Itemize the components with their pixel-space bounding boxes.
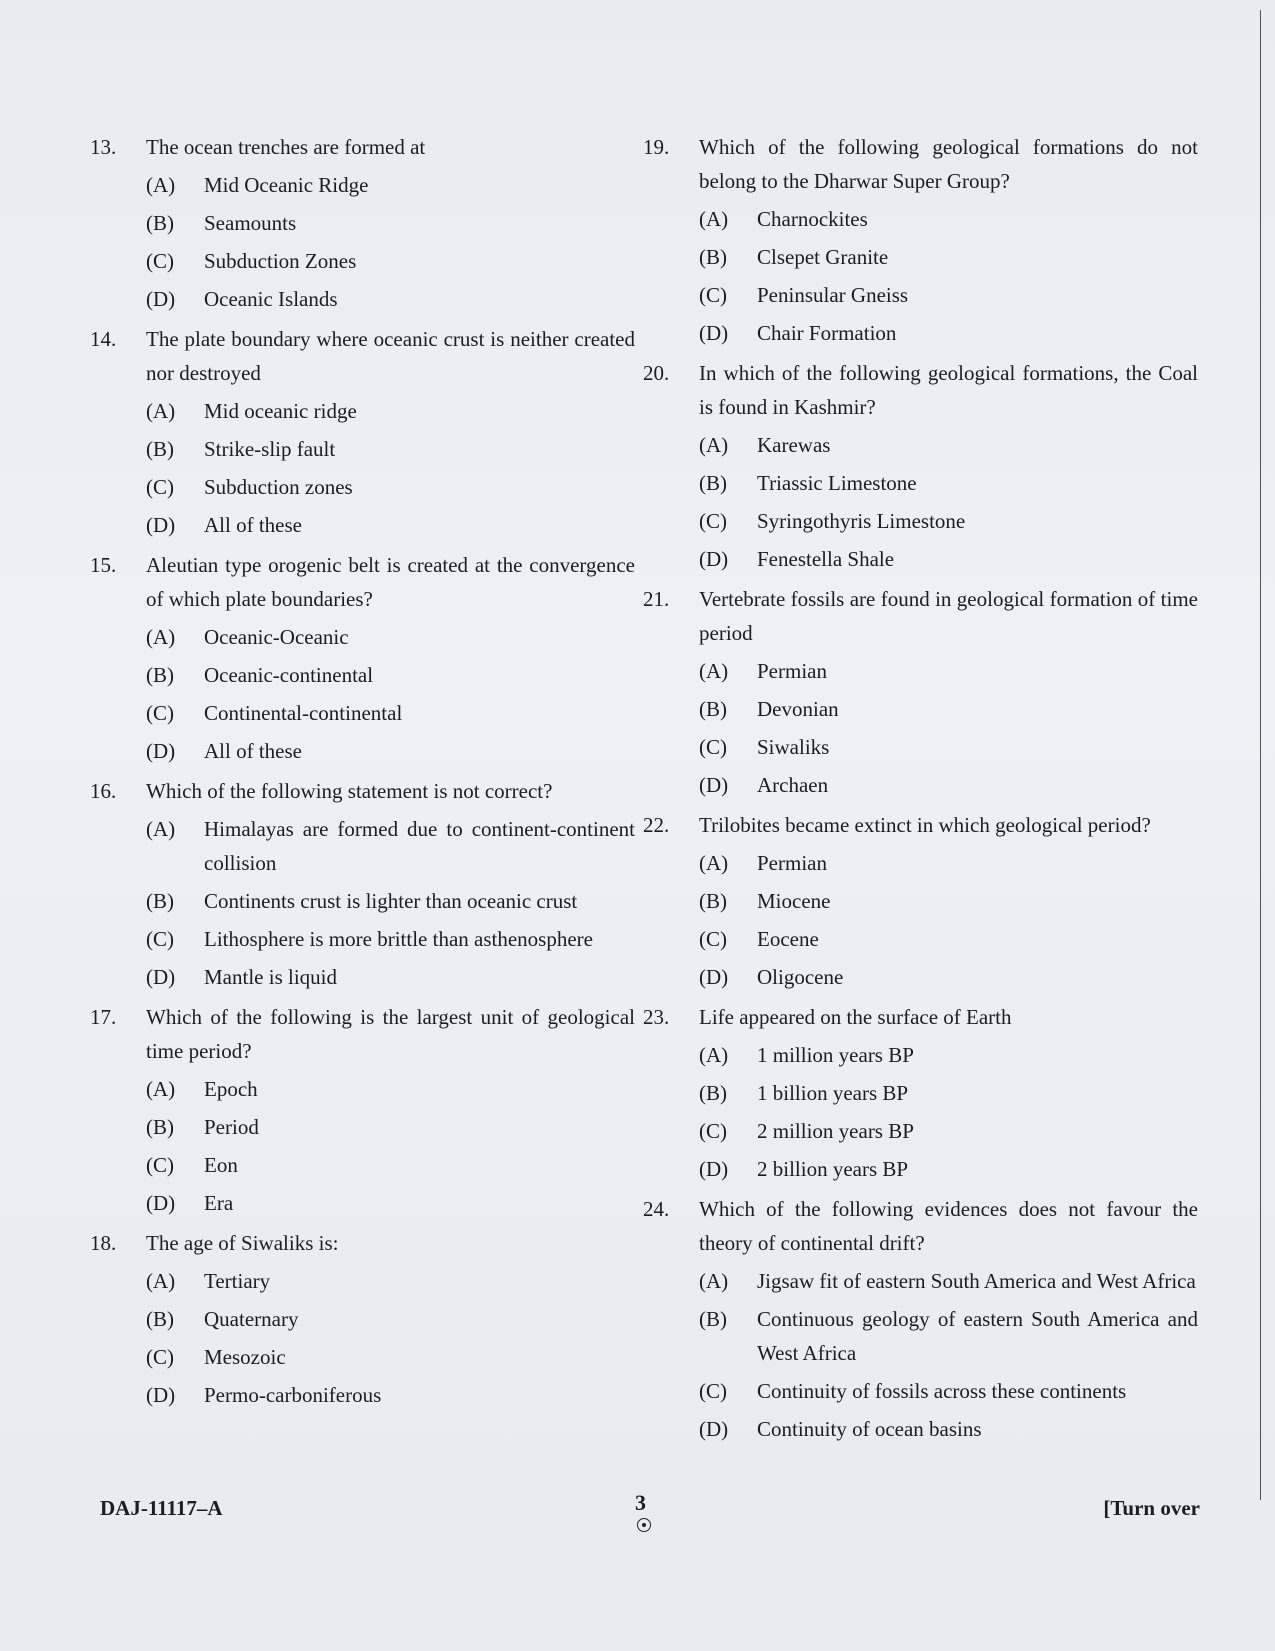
option-text: Syringothyris Limestone [757,509,966,533]
option-label: (D) [146,287,176,311]
option-text: Continental-continental [204,701,403,725]
answer-option [643,1374,1198,1408]
question-stem [90,322,635,390]
option-label: (C) [699,1119,727,1143]
question-number: 17. [90,1005,117,1029]
option-text: Period [204,1115,259,1139]
answer-option [643,278,1198,312]
option-text: Clsepet Granite [757,245,889,269]
answer-option [643,466,1198,500]
option-label: (B) [699,471,727,495]
option-text: Continents crust is lighter than oceanic crust [204,889,578,913]
answer-option [643,1412,1198,1446]
question-text: The ocean trenches are formed at [146,135,426,159]
option-label: (D) [146,739,176,763]
option-text: Miocene [757,889,831,913]
option-text: Subduction zones [204,475,353,499]
answer-option [643,768,1198,802]
answer-option [643,1152,1198,1186]
option-label: (A) [699,851,729,875]
question-number: 18. [90,1231,117,1255]
option-label: (C) [699,735,727,759]
option-label: (B) [699,1307,727,1331]
answer-option [90,432,635,466]
question-number: 14. [90,327,117,351]
answer-option [643,240,1198,274]
option-label: (C) [699,1379,727,1403]
option-text: Siwaliks [757,735,830,759]
option-text: All of these [204,739,302,763]
question-text: Aleutian type orogenic belt is created at the convergence of which plate boundaries? [146,553,635,611]
option-text: Strike-slip fault [204,437,336,461]
option-label: (D) [146,965,176,989]
question-number: 24. [643,1197,670,1221]
answer-option [643,316,1198,350]
answer-option [90,1264,635,1298]
answer-option [643,960,1198,994]
option-text: 2 million years BP [757,1119,914,1143]
option-text: Devonian [757,697,839,721]
question-number: 23. [643,1005,670,1029]
option-label: (D) [146,1191,176,1215]
option-text: Mantle is liquid [204,965,337,989]
answer-option [90,1340,635,1374]
answer-option [643,654,1198,688]
question-item [90,1000,635,1220]
answer-option [90,734,635,768]
option-text: Archaen [757,773,829,797]
option-label: (D) [699,547,729,571]
question-text: The plate boundary where oceanic crust is neither created nor destroyed [146,327,635,385]
option-label: (A) [699,659,729,683]
answer-option [643,202,1198,236]
question-number: 19. [643,135,670,159]
answer-option [643,1076,1198,1110]
answer-option [643,1038,1198,1072]
question-text: The age of Siwaliks is: [146,1231,339,1255]
option-text: 2 billion years BP [757,1157,909,1181]
question-item [643,808,1198,994]
answer-option [643,846,1198,880]
answer-option [90,282,635,316]
circle-dot-icon [637,1518,651,1532]
answer-option [90,884,635,918]
answer-option [90,620,635,654]
option-label: (C) [146,701,174,725]
option-text: 1 billion years BP [757,1081,909,1105]
answer-option [90,1186,635,1220]
question-item [643,1192,1198,1446]
page-number: 3 [635,1490,646,1515]
option-text: Permian [757,851,827,875]
option-label: (A) [146,399,176,423]
option-label: (C) [146,249,174,273]
question-item [90,774,635,994]
option-label: (A) [699,433,729,457]
question-text: Life appeared on the surface of Earth [699,1005,1012,1029]
option-label: (C) [146,1345,174,1369]
option-text: 1 million years BP [757,1043,914,1067]
option-label: (D) [146,1383,176,1407]
option-label: (D) [699,1157,729,1181]
right-column [643,130,1198,1452]
option-text: Oceanic-Oceanic [204,625,349,649]
page-edge-line [1260,10,1261,1500]
answer-option [90,658,635,692]
option-text: Oceanic Islands [204,287,338,311]
option-text: Charnockites [757,207,868,231]
option-text: Karewas [757,433,831,457]
option-text: Era [204,1191,234,1215]
option-text: Seamounts [204,211,297,235]
left-column [90,130,635,1418]
question-stem [643,808,1198,842]
question-text: Trilobites became extinct in which geological period? [699,813,1151,837]
answer-option [90,696,635,730]
option-text: Himalayas are formed due to continent-continent collision [204,817,635,875]
answer-option [90,1302,635,1336]
option-label: (C) [146,1153,174,1177]
option-text: Mid oceanic ridge [204,399,357,423]
option-label: (C) [146,475,174,499]
answer-option [643,428,1198,462]
question-item [90,1226,635,1412]
option-text: Peninsular Gneiss [757,283,909,307]
question-number: 22. [643,813,670,837]
answer-option [90,922,635,956]
option-text: Permian [757,659,827,683]
question-item [90,548,635,768]
question-stem [643,356,1198,424]
option-text: Oligocene [757,965,844,989]
option-text: Continuity of ocean basins [757,1417,982,1441]
question-text: Which of the following geological formations do not belong to the Dharwar Super Group? [699,135,1198,193]
question-item [643,356,1198,576]
option-text: Mesozoic [204,1345,286,1369]
option-text: Triassic Limestone [757,471,917,495]
option-text: Continuous geology of eastern South America and West Africa [757,1307,1198,1365]
question-item [643,1000,1198,1186]
option-label: (B) [699,1081,727,1105]
answer-option [643,542,1198,576]
answer-option [643,504,1198,538]
question-number: 13. [90,135,117,159]
option-label: (A) [699,207,729,231]
option-text: Jigsaw fit of eastern South America and West Africa [757,1269,1196,1293]
option-text: Oceanic-continental [204,663,374,687]
answer-option [643,730,1198,764]
answer-option [643,884,1198,918]
option-label: (A) [146,173,176,197]
question-number: 16. [90,779,117,803]
turn-over-label: [Turn over [1103,1496,1200,1520]
option-text: Lithosphere is more brittle than asthenosphere [204,927,593,951]
answer-option [90,508,635,542]
option-text: Tertiary [204,1269,271,1293]
option-label: (B) [146,1115,174,1139]
question-number: 21. [643,587,670,611]
option-label: (D) [699,1417,729,1441]
question-text: Which of the following is the largest unit of geological time period? [146,1005,635,1063]
question-stem [90,1226,635,1260]
question-stem [643,1192,1198,1260]
option-label: (A) [146,1269,176,1293]
question-number: 20. [643,361,670,385]
option-label: (B) [146,663,174,687]
question-stem [90,774,635,808]
question-text: Vertebrate fossils are found in geological formation of time period [699,587,1198,645]
option-label: (C) [699,509,727,533]
question-stem [90,130,635,164]
question-item [643,130,1198,350]
option-label: (C) [699,927,727,951]
answer-option [90,1072,635,1106]
option-label: (D) [699,965,729,989]
answer-option [90,960,635,994]
option-label: (D) [699,321,729,345]
question-stem [90,548,635,616]
option-text: Chair Formation [757,321,897,345]
answer-option [90,1148,635,1182]
question-item [643,582,1198,802]
option-label: (D) [699,773,729,797]
answer-option [643,1114,1198,1148]
option-label: (B) [699,889,727,913]
option-label: (A) [146,1077,176,1101]
option-label: (A) [146,625,176,649]
answer-option [643,692,1198,726]
option-label: (B) [699,245,727,269]
option-label: (B) [146,437,174,461]
option-label: (A) [699,1269,729,1293]
option-text: Continuity of fossils across these continents [757,1379,1127,1403]
answer-option [90,394,635,428]
question-stem [643,582,1198,650]
option-text: Eon [204,1153,238,1177]
question-item [90,130,635,316]
question-number: 15. [90,553,117,577]
option-label: (B) [699,697,727,721]
option-label: (A) [146,817,176,841]
answer-option [90,1378,635,1412]
answer-option [643,1264,1198,1298]
option-text: Fenestella Shale [757,547,895,571]
answer-option [90,812,635,880]
answer-option [90,1110,635,1144]
question-stem [643,130,1198,198]
question-text: Which of the following evidences does not favour the theory of continental drift? [699,1197,1198,1255]
page-footer [100,1490,1200,1556]
question-stem [643,1000,1198,1034]
answer-option [90,206,635,240]
option-text: Eocene [757,927,819,951]
option-text: Quaternary [204,1307,299,1331]
answer-option [90,470,635,504]
question-stem [90,1000,635,1068]
paper-code: DAJ-11117–A [100,1496,223,1520]
option-label: (B) [146,1307,174,1331]
question-text: Which of the following statement is not correct? [146,779,553,803]
answer-option [643,1302,1198,1370]
option-text: Subduction Zones [204,249,357,273]
option-label: (D) [146,513,176,537]
option-text: Permo-carboniferous [204,1383,382,1407]
option-label: (B) [146,211,174,235]
option-text: All of these [204,513,302,537]
option-label: (C) [146,927,174,951]
answer-option [90,168,635,202]
option-label: (C) [699,283,727,307]
option-label: (A) [699,1043,729,1067]
option-text: Mid Oceanic Ridge [204,173,369,197]
option-label: (B) [146,889,174,913]
option-text: Epoch [204,1077,258,1101]
answer-option [90,244,635,278]
question-text: In which of the following geological formations, the Coal is found in Kashmir? [699,361,1198,419]
answer-option [643,922,1198,956]
question-item [90,322,635,542]
